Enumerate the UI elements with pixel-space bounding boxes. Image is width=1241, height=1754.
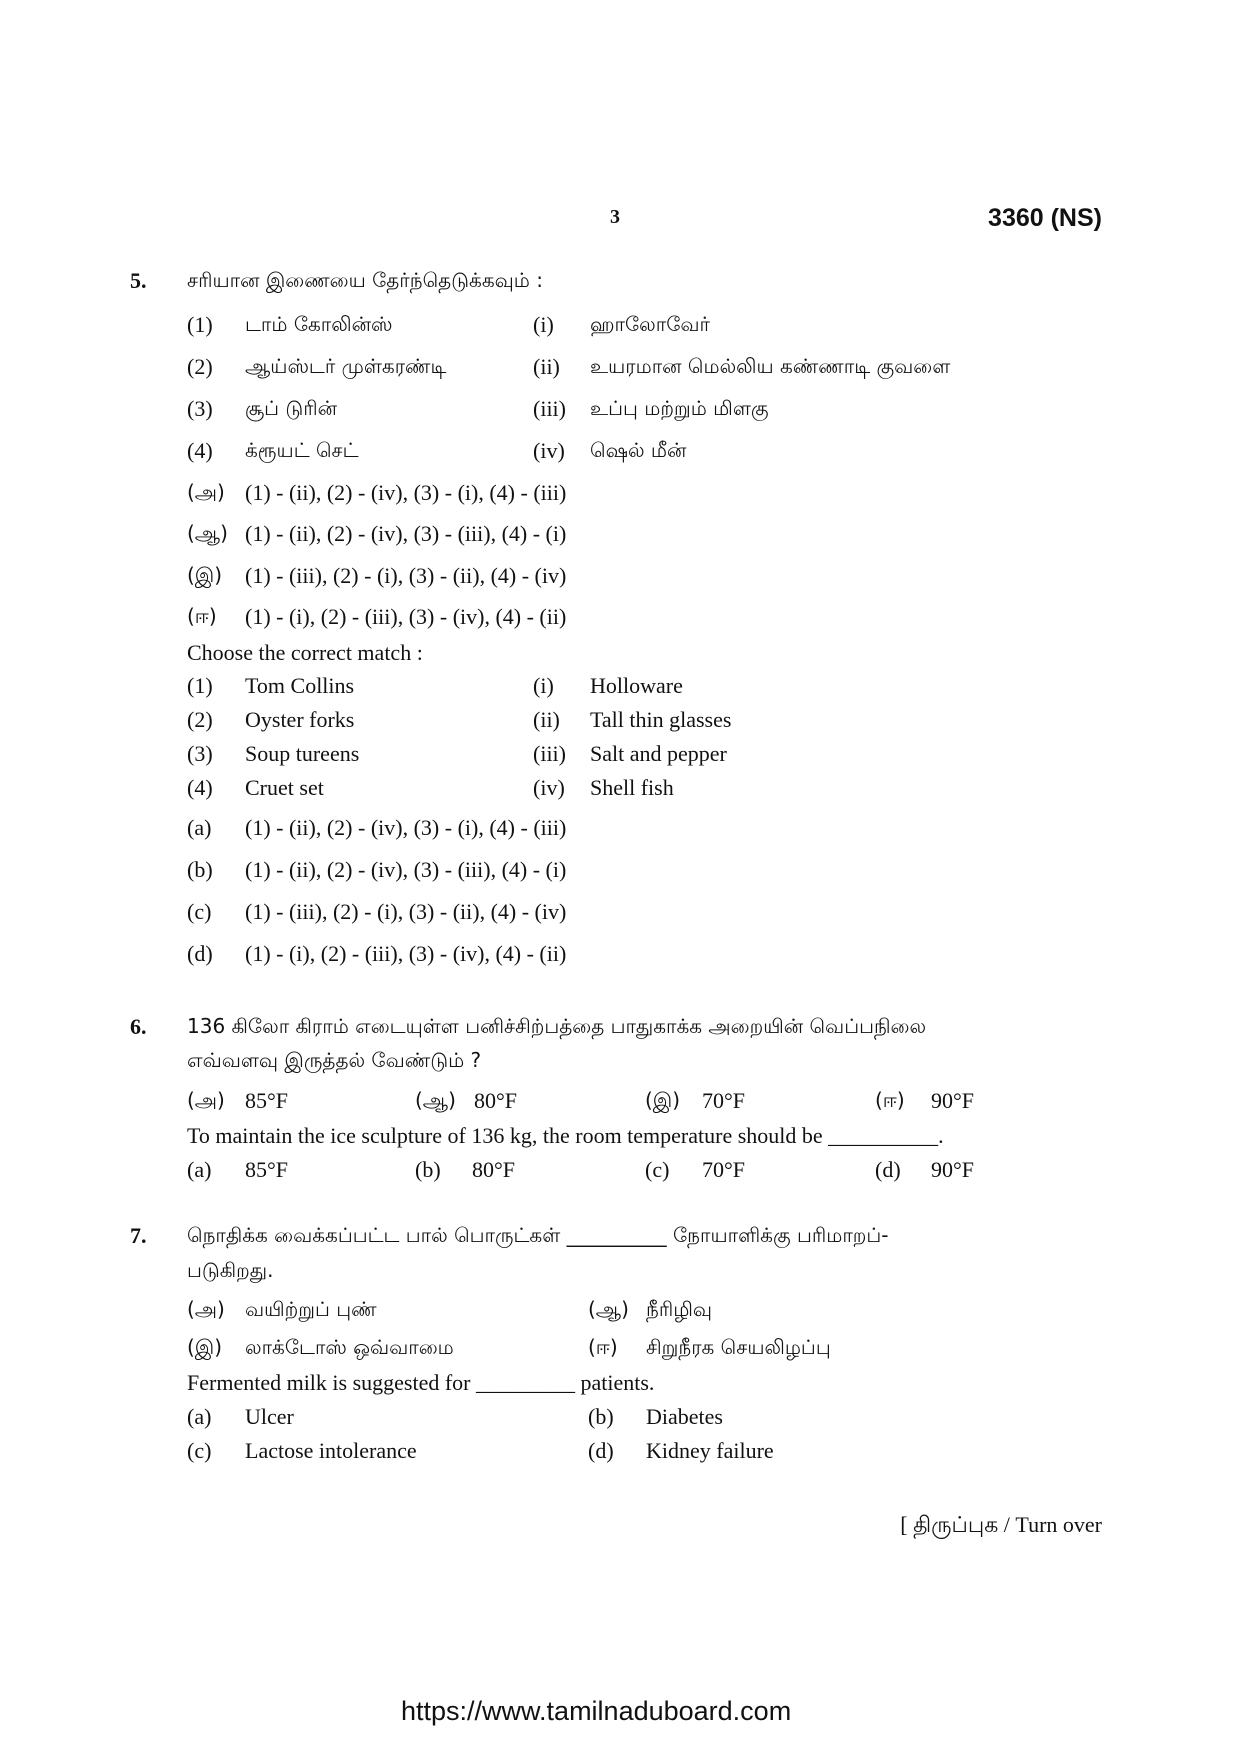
q6-tamil-line2: எவ்வளவு இருத்தல் வேண்டும் ? — [187, 1048, 482, 1072]
option-label: (ஈ) — [875, 1088, 905, 1112]
row-roman: (ii) — [533, 707, 560, 732]
option-text: (1) - (i), (2) - (iii), (3) - (iv), (4) - (ii) — [245, 941, 567, 966]
option-text: Lactose intolerance — [245, 1438, 417, 1463]
match-item-left: க்ரூயட் செட் — [245, 438, 359, 462]
paper-code: 3360 (NS) — [988, 204, 1102, 232]
q5-tamil-prompt: சரியான இணையை தேர்ந்தெடுக்கவும் : — [187, 268, 543, 292]
option-text: (1) - (ii), (2) - (iv), (3) - (i), (4) - (iii) — [245, 480, 567, 505]
row-number: (2) — [187, 707, 213, 732]
option-text: 90°F — [931, 1088, 975, 1113]
row-roman: (iii) — [533, 741, 566, 766]
option-label: (d) — [875, 1157, 901, 1182]
row-number: (1) — [187, 312, 213, 337]
row-number: (2) — [187, 354, 213, 379]
option-text: 85°F — [245, 1088, 289, 1113]
option-text: 80°F — [472, 1157, 516, 1182]
row-roman: (i) — [533, 312, 554, 337]
option-text: லாக்டோஸ் ஒவ்வாமை — [245, 1335, 454, 1359]
match-item-left: சூப் டுரின் — [245, 396, 338, 420]
option-text: (1) - (ii), (2) - (iv), (3) - (i), (4) - (iii) — [245, 815, 567, 840]
match-item-right: ஹாலோவேர் — [590, 312, 710, 336]
row-roman: (iv) — [533, 775, 565, 800]
option-label: (b) — [588, 1404, 614, 1429]
option-label: (a) — [187, 815, 212, 840]
option-text: (1) - (ii), (2) - (iv), (3) - (iii), (4) - (i) — [245, 857, 567, 882]
q6-tamil-line1: 136 கிலோ கிராம் எடையுள்ள பனிச்சிற்பத்தை பாதுகாக்க அறையின் வெப்பநிலை — [187, 1014, 927, 1038]
option-label: (b) — [187, 857, 213, 882]
turn-over-note: [ திருப்புக / Turn over — [900, 1512, 1102, 1537]
row-number: (1) — [187, 673, 213, 698]
option-text: 70°F — [702, 1088, 746, 1113]
page-number: 3 — [610, 206, 620, 228]
option-label: (அ) — [187, 1297, 225, 1321]
option-label: (d) — [187, 941, 213, 966]
match-item-left: Tom Collins — [245, 673, 355, 698]
option-text: (1) - (iii), (2) - (i), (3) - (ii), (4) - (iv) — [245, 563, 567, 588]
option-text: 85°F — [245, 1157, 289, 1182]
match-item-left: Oyster forks — [245, 707, 355, 732]
option-text: வயிற்றுப் புண் — [245, 1297, 377, 1321]
row-number: (4) — [187, 775, 213, 800]
question-number-7: 7. — [130, 1223, 147, 1248]
option-label: (இ) — [187, 563, 223, 587]
option-text: (1) - (i), (2) - (iii), (3) - (iv), (4) - (ii) — [245, 604, 567, 629]
question-number-6: 6. — [130, 1014, 147, 1039]
row-number: (3) — [187, 396, 213, 421]
match-item-right: உயரமான மெல்லிய கண்ணாடி குவளை — [590, 354, 951, 378]
option-text: 70°F — [702, 1157, 746, 1182]
option-label: (ஆ) — [415, 1088, 456, 1112]
q7-tamil-line2: படுகிறது. — [187, 1258, 274, 1282]
row-number: (4) — [187, 438, 213, 463]
match-item-right: உப்பு மற்றும் மிளகு — [590, 396, 769, 420]
option-label: (c) — [645, 1157, 670, 1182]
option-text: Kidney failure — [646, 1438, 774, 1463]
row-roman: (i) — [533, 673, 554, 698]
option-label: (இ) — [187, 1335, 223, 1359]
question-number-5: 5. — [130, 268, 147, 293]
q7-tamil-line1: நொதிக்க வைக்கப்பட்ட பால் பொருட்கள் __________ நோயாளிக்கு பரிமாறப்- — [187, 1223, 889, 1247]
q7-english-prompt: Fermented milk is suggested for _________ patients. — [187, 1370, 655, 1395]
option-text: நீரிழிவு — [646, 1297, 713, 1321]
match-item-right: Tall thin glasses — [590, 707, 732, 732]
option-label: (இ) — [645, 1088, 681, 1112]
match-item-left: Cruet set — [245, 775, 324, 800]
option-label: (a) — [187, 1157, 212, 1182]
option-label: (c) — [187, 899, 212, 924]
row-roman: (ii) — [533, 354, 560, 379]
option-label: (ஆ) — [588, 1297, 629, 1321]
match-item-left: ஆய்ஸ்டர் முள்கரண்டி — [245, 354, 447, 378]
match-item-left: Soup tureens — [245, 741, 360, 766]
q6-english-prompt: To maintain the ice sculpture of 136 kg, the room temperature should be __________. — [187, 1123, 944, 1148]
row-roman: (iii) — [533, 396, 566, 421]
match-item-right: ஷெல் மீன் — [590, 438, 687, 462]
match-item-right: Salt and pepper — [590, 741, 727, 766]
option-label: (அ) — [187, 480, 225, 504]
option-label: (b) — [415, 1157, 441, 1182]
option-text: 90°F — [931, 1157, 975, 1182]
option-text: சிறுநீரக செயலிழப்பு — [646, 1335, 831, 1359]
option-label: (ஈ) — [187, 604, 217, 628]
match-item-left: டாம் கோலின்ஸ் — [245, 312, 393, 336]
match-item-right: Holloware — [590, 673, 683, 698]
option-label: (c) — [187, 1438, 212, 1463]
match-item-right: Shell fish — [590, 775, 674, 800]
option-label: (ஆ) — [187, 521, 228, 545]
q5-english-prompt: Choose the correct match : — [187, 640, 423, 665]
option-text: Diabetes — [646, 1404, 723, 1429]
option-label: (ஈ) — [588, 1335, 618, 1359]
source-url[interactable]: https://www.tamilnaduboard.com — [401, 1696, 792, 1726]
option-label: (a) — [187, 1404, 212, 1429]
option-label: (d) — [588, 1438, 614, 1463]
row-roman: (iv) — [533, 438, 565, 463]
option-text: (1) - (ii), (2) - (iv), (3) - (iii), (4) - (i) — [245, 521, 567, 546]
option-text: Ulcer — [245, 1404, 294, 1429]
row-number: (3) — [187, 741, 213, 766]
option-text: (1) - (iii), (2) - (i), (3) - (ii), (4) - (iv) — [245, 899, 567, 924]
option-text: 80°F — [474, 1088, 518, 1113]
option-label: (அ) — [187, 1088, 225, 1112]
